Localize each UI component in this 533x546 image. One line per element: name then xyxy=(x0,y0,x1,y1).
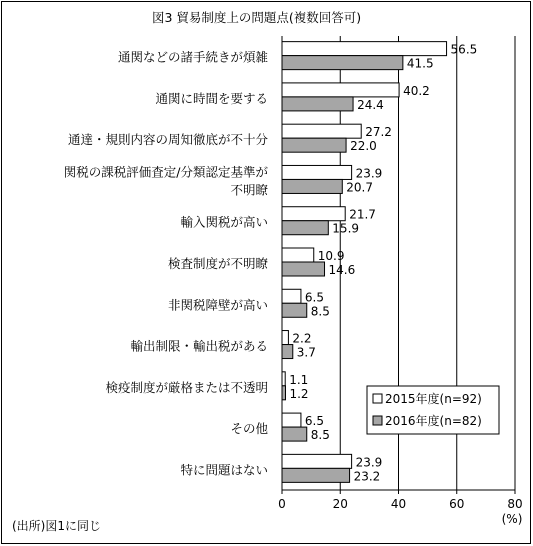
chart-title: 図3 貿易制度上の問題点(複数回答可) xyxy=(152,10,362,25)
value-label: 1.2 xyxy=(289,386,309,401)
bar xyxy=(282,165,352,179)
value-label: 41.5 xyxy=(406,56,434,71)
value-label: 24.4 xyxy=(357,97,384,112)
category-label: その他 xyxy=(230,421,268,437)
bar xyxy=(282,207,345,221)
bar xyxy=(282,427,307,441)
value-label: 27.2 xyxy=(365,125,392,140)
value-label: 2.2 xyxy=(292,331,312,346)
bar xyxy=(282,42,447,56)
legend-label: 2015年度(n=92) xyxy=(385,392,482,406)
bar xyxy=(282,56,403,70)
value-label: 21.7 xyxy=(349,207,376,222)
legend-swatch xyxy=(373,394,382,403)
category-label: 関税の課税評価査定/分類認定基準が xyxy=(63,164,268,180)
bar xyxy=(282,83,399,97)
value-label: 23.9 xyxy=(355,455,383,470)
value-label: 20.7 xyxy=(346,180,374,195)
value-label: 8.5 xyxy=(310,304,330,319)
value-label: 15.9 xyxy=(332,221,360,236)
category-label: 輸出制限・輸出税がある xyxy=(130,338,268,354)
value-label: 10.9 xyxy=(317,249,345,263)
bar xyxy=(282,386,285,400)
category-label: 通関などの諸手続きが煩雑 xyxy=(117,49,268,65)
value-label: 8.5 xyxy=(310,428,330,443)
category-label: 不明瞭 xyxy=(230,182,268,198)
bar xyxy=(282,331,288,345)
bar xyxy=(282,345,293,359)
value-label: 14.6 xyxy=(328,263,356,277)
legend-label: 2016年度(n=82) xyxy=(385,414,482,428)
bar xyxy=(282,138,346,152)
source-note: (出所)図1に同じ xyxy=(12,519,101,533)
x-tick-label: 80 xyxy=(507,497,523,511)
bar xyxy=(282,289,301,303)
legend xyxy=(367,386,499,434)
value-label: 23.2 xyxy=(353,469,381,484)
value-label: 6.5 xyxy=(304,290,325,305)
bar xyxy=(282,179,342,193)
bar xyxy=(282,413,301,427)
value-label: 23.9 xyxy=(355,166,383,181)
legend-swatch xyxy=(373,416,382,425)
x-tick-label: 0 xyxy=(278,497,286,511)
category-label: 輸入関税が高い xyxy=(180,214,268,230)
category-label: 非関税障壁が高い xyxy=(167,297,268,313)
bar xyxy=(282,124,361,138)
x-tick-label: 20 xyxy=(332,497,348,511)
x-tick-label: 40 xyxy=(390,497,407,511)
category-label: 特に問題はない xyxy=(180,462,268,478)
value-label: 56.5 xyxy=(450,42,478,57)
category-labels xyxy=(64,50,269,478)
value-label: 6.5 xyxy=(304,414,325,429)
bar xyxy=(282,97,353,111)
category-label: 検査制度が不明瞭 xyxy=(167,256,268,271)
value-label: 3.7 xyxy=(296,345,316,360)
value-label: 1.1 xyxy=(289,372,309,387)
bar xyxy=(282,221,328,235)
category-label: 通関に時間を要する xyxy=(155,90,268,106)
x-unit-label: (%) xyxy=(501,512,523,526)
bar xyxy=(282,454,352,468)
bar xyxy=(282,303,307,317)
category-label: 検疫制度が厳格または不透明 xyxy=(105,379,268,395)
category-label: 通達・規則内容の周知徹底が不十分 xyxy=(67,132,268,148)
bar xyxy=(282,248,314,262)
value-label: 22.0 xyxy=(350,139,377,154)
x-tick-label: 60 xyxy=(449,497,465,511)
bar xyxy=(282,468,350,482)
bar xyxy=(282,262,325,276)
value-label: 40.2 xyxy=(403,83,430,98)
